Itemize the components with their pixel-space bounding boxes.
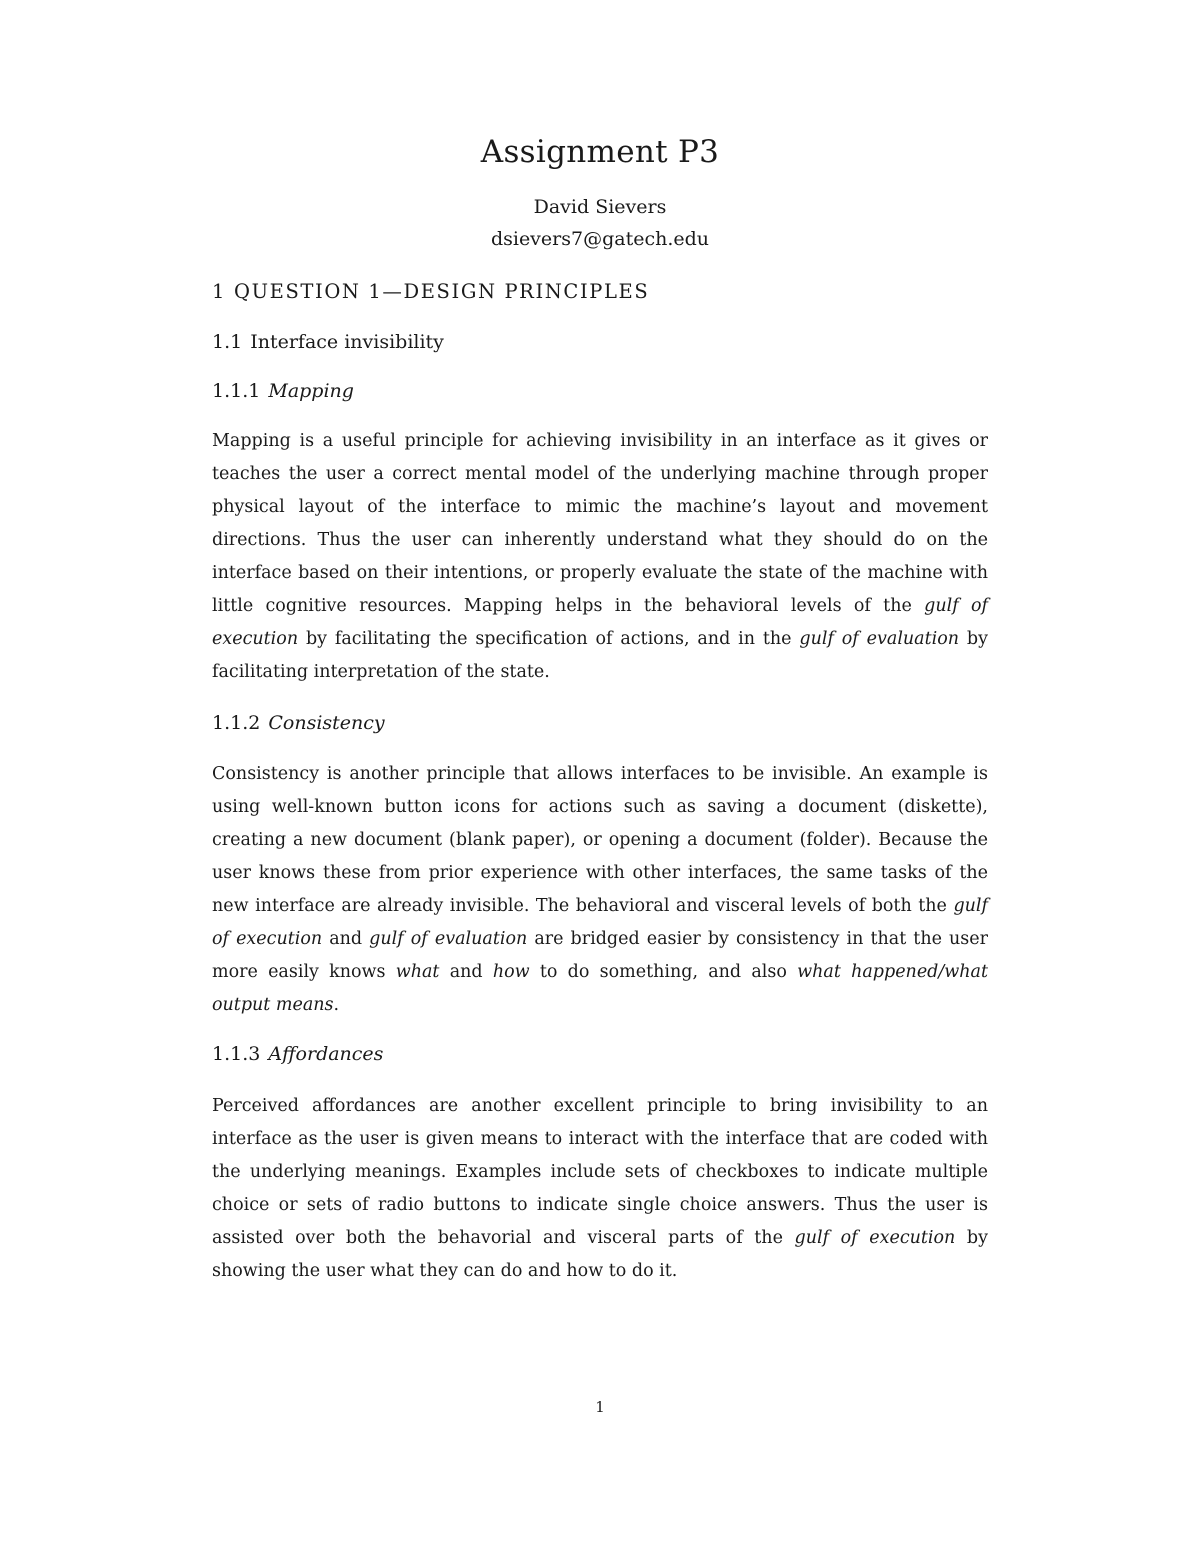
text-run: by showing the user what they can do and how to do it.	[212, 1228, 988, 1281]
mapping-heading	[212, 380, 354, 402]
subsection-heading	[212, 331, 444, 353]
affordances-title: Affordances	[268, 1043, 384, 1065]
affordances-paragraph	[212, 1090, 988, 1288]
consistency-heading	[212, 712, 385, 734]
section-number: 1	[212, 280, 227, 303]
text-run: Consistency is another principle that allows interfaces to be invisible. An example is using well-known button icons for actions such as saving a document (diskette), creating a new document (blank paper), or opening a document (folder). Because the user knows these from prior experience with other interfaces, the same tasks of the new interface are already invisible. The behavioral and visceral levels of both the	[212, 764, 988, 916]
emphasis-run: gulf of execution	[794, 1228, 956, 1248]
text-run: by facilitating the specification of actions, and in the	[298, 629, 800, 649]
text-run: are bridged easier by consistency in that the user more easily knows	[212, 929, 988, 982]
text-run: Perceived affordances are another excellent principle to bring invisibility to an interface as the user is given means to interact with the interface that are coded with the underlying meanings. Examples include sets of checkboxes to indicate multiple choice or sets of radio buttons to indicate single choice answers. Thus the user is assisted over both the behavorial and visceral parts of the	[212, 1096, 988, 1248]
document-page	[212, 0, 988, 1553]
text-run: and	[439, 962, 493, 982]
emphasis-run: how	[492, 962, 530, 982]
author-name: David Sievers	[533, 196, 667, 218]
emphasis-run: gulf of execution	[212, 596, 988, 649]
emphasis-run: what	[395, 962, 440, 982]
emphasis-run: gulf of execution	[212, 896, 988, 949]
consistency-paragraph	[212, 758, 988, 1022]
emphasis-run: gulf of evaluation	[369, 929, 528, 949]
document-title: Assignment P3	[480, 134, 720, 170]
mapping-title: Mapping	[268, 380, 354, 402]
consistency-number: 1.1.2	[212, 712, 261, 734]
affordances-heading	[212, 1043, 383, 1065]
emphasis-run: gulf of evaluation	[799, 629, 960, 649]
subsection-number: 1.1	[212, 331, 243, 353]
author-email: dsievers7@gatech.edu	[490, 228, 710, 250]
affordances-number: 1.1.3	[212, 1043, 261, 1065]
subsection-title: Interface invisibility	[250, 331, 444, 353]
consistency-title: Consistency	[268, 712, 385, 734]
text-run: and	[322, 929, 370, 949]
mapping-paragraph	[212, 425, 988, 689]
section-title: QUESTION 1—DESIGN PRINCIPLES	[234, 280, 650, 303]
mapping-number: 1.1.1	[212, 380, 261, 402]
text-run: to do something, and also	[529, 962, 798, 982]
text-run: Mapping is a useful principle for achieving invisibility in an interface as it gives or teaches the user a correct mental model of the underlying machine through proper physical layout of the interface to mimic the machine’s layout and movement directions. Thus the user can inherently understand what they should do on the interface based on their intentions, or properly evaluate the state of the machine with little cognitive resources. Mapping helps in the behavioral levels of the	[212, 431, 988, 616]
emphasis-run: what happened/what output means	[212, 962, 988, 1015]
text-run: by facilitating interpretation of the state.	[212, 629, 989, 682]
text-run: .	[333, 995, 340, 1015]
section-heading	[212, 280, 649, 303]
page-number: 1	[595, 1398, 605, 1416]
